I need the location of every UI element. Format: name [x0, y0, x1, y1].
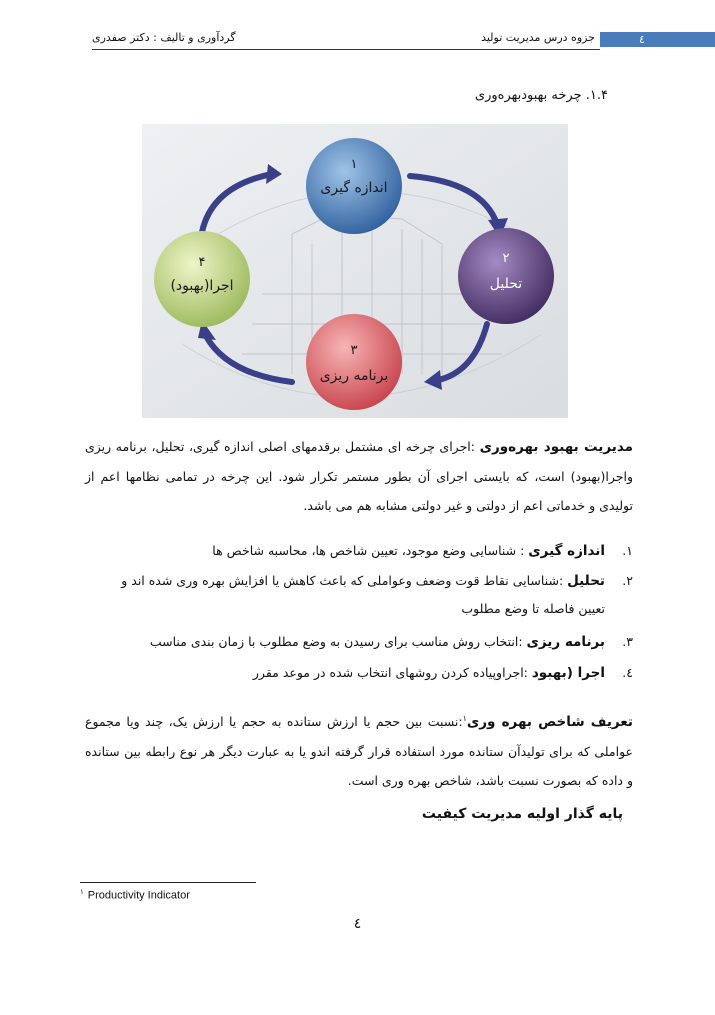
node-planning — [306, 314, 402, 410]
definition-term: تعریف شاخص بهره وری — [466, 714, 633, 731]
intro-text: :اجرای چرخه ای مشتمل برقدمهای اصلی اندازه گیری، تحلیل، برنامه ریزی واجرا(بهبود) است، که بایستی اجرای آن بطور مستمر تکرار شود. این چرخه در تمامی نظامها اعم از تولیدی و خدماتی اعم از دولتی و غیر دولتی مشابه هم می باشد. — [85, 439, 633, 513]
footnote-mark: ١ — [80, 889, 84, 896]
step-number: ١. — [622, 543, 633, 558]
intro-term: مدیریت بهبود بهره‌وری — [479, 439, 633, 455]
list-item-continuation: تعیین فاصله تا وضع مطلوب — [461, 601, 605, 616]
page-number: ٤ — [353, 916, 362, 932]
header-page-number: ٤ — [639, 33, 645, 46]
step-term: برنامه ریزی — [526, 634, 605, 650]
node-execution — [154, 231, 250, 327]
step-text: :شناسایی نقاط قوت وضعف وعواملی که باعث کاهش یا افزایش بهره وری شده اند و — [121, 573, 568, 588]
footnote-text: Productivity Indicator — [87, 889, 190, 902]
subheading: پایه گذار اولیه مدیریت کیفیت — [421, 806, 623, 822]
node-measurement — [306, 138, 402, 234]
node-analysis — [458, 228, 554, 324]
header-accent-bar — [600, 32, 715, 47]
node-planning-label: برنامه ریزی — [319, 368, 389, 384]
step-number: ٢. — [622, 573, 633, 588]
step-text: :انتخاب روش مناسب برای رسیدن به وضع مطلوب با زمان بندی مناسب — [149, 634, 527, 649]
node-planning-number: ۳ — [350, 343, 358, 358]
node-measurement-label: اندازه گیری — [320, 180, 388, 196]
list-item — [85, 658, 633, 688]
header-course-title: جزوه درس مدیریت تولید — [481, 31, 595, 44]
step-text: : شناسایی وضع موجود، تعیین شاخص ها، محاسبه شاخص ها — [212, 543, 529, 558]
step-term: اجرا (بهبود — [531, 665, 605, 681]
footnote-ref[interactable]: ١ — [462, 714, 467, 723]
node-analysis-number: ۲ — [502, 251, 510, 266]
productivity-cycle-diagram — [142, 124, 568, 418]
section-title: ۱.۴. چرخه بهبودبهره‌وری — [474, 88, 608, 103]
step-number: ٣. — [622, 634, 633, 649]
node-planning-circle — [306, 314, 402, 410]
step-text: :اجراوپیاده کردن روشهای انتخاب شده در موعد مقرر — [252, 665, 532, 680]
node-execution-number: ۴ — [198, 255, 206, 270]
list-item — [85, 566, 633, 596]
list-item — [85, 627, 633, 657]
node-analysis-label: تحلیل — [489, 276, 523, 292]
step-term: اندازه گیری — [528, 543, 605, 559]
intro-paragraph — [85, 432, 633, 520]
node-execution-label: اجرا(بهبود) — [170, 278, 234, 294]
list-item — [85, 536, 633, 566]
footnote — [80, 888, 190, 902]
footnote-separator — [80, 882, 256, 883]
node-measurement-number: ۱ — [350, 157, 358, 172]
step-number: ٤. — [622, 665, 633, 680]
header-divider — [92, 49, 600, 50]
definition-paragraph — [85, 704, 633, 795]
definition-text: :نسبت بین حجم یا ارزش ستانده به حجم یا ارزش یک، چند ویا مجموع عواملی که برای تولیدآن ستانده مورد استفاده قرار گرفته اندو یا به عبارت دیگر هر نوع رابطه بین ستانده و داده که بصورت نسبت باشد، شاخص بهره وری است. — [85, 714, 633, 789]
header-author: گردآوری و تالیف : دکتر صفدری — [92, 31, 236, 44]
step-term: تحلیل — [567, 573, 605, 589]
